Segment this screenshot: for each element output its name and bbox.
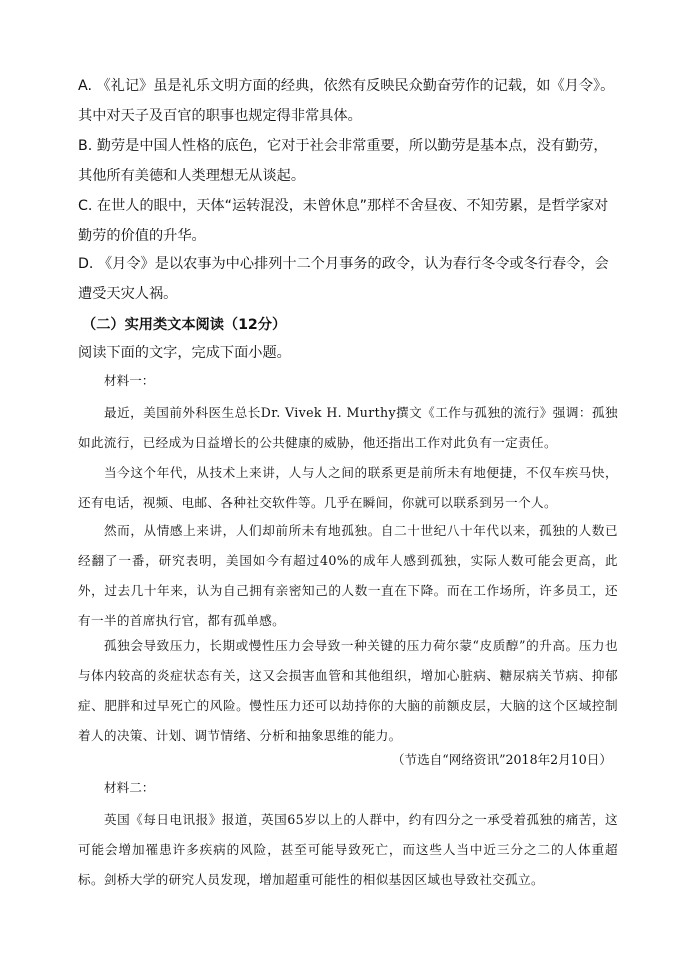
- material-1-paragraph: 最近，美国前外科医生总长Dr. Vivek H. Murthy撰文《工作与孤独的流行》强调：孤独如此流行，已经成为日益增长的公共健康的威胁，他还指出工作对此负有一定责任。: [78, 405, 618, 450]
- option-d[interactable]: D. 《月令》是以农事为中心排列十二个月事务的政令，认为春行冬令或冬行春令，会遭受天灾人祸。: [78, 256, 609, 302]
- material-1-label: 材料一：: [104, 373, 155, 388]
- material-1-source: （节选自“网络资讯”2018年2月10日）: [391, 752, 612, 767]
- option-c[interactable]: C. 在世人的眼中，天体“运转混没，未曾休息”那样不舍昼夜、不知劳累，是哲学家对勤劳的价值的升华。: [78, 198, 609, 244]
- material-1-paragraph: 当今这个年代，从技术上来讲，人与人之间的联系更是前所未有地便捷，不仅车疾马快，还有电话，视频、电邮、各种社交软件等。几乎在瞬间，你就可以联系到另一个人。: [78, 465, 618, 510]
- section-heading: （二）实用类文本阅读（12分）: [82, 317, 287, 333]
- material-1-paragraph: 孤独会导致压力，长期或慢性压力会导致一种关键的压力荷尔蒙“皮质醇”的升高。压力也与体内较高的炎症状态有关，这又会损害血管和其他组织，增加心脏病、糖尿病关节病、抑郁症、肥胖和过早死亡的风险。慢性压力还可以劫持你的大脑的前额皮层，大脑的这个区域控制着人的决策、计划、调节情绪、分析和抽象思维的能力。: [78, 638, 618, 743]
- instruction-text: 阅读下面的文字，完成下面小题。: [78, 345, 291, 361]
- option-a[interactable]: A. 《礼记》虽是礼乐文明方面的经典，依然有反映民众勤奋劳作的记载，如《月令》。其中对天子及百官的职事也规定得非常具体。: [78, 78, 615, 124]
- option-b[interactable]: B. 勤劳是中国人性格的底色，它对于社会非常重要，所以勤劳是基本点，没有勤劳，其他所有美德和人类理想无从谈起。: [78, 138, 608, 184]
- material-2-label: 材料二：: [104, 780, 155, 795]
- material-2-paragraph: 英国《每日电讯报》报道，英国65岁以上的人群中，约有四分之一承受着孤独的痛苦，这可能会增加罹患许多疾病的风险，甚至可能导致死亡，而这些人当中近三分之二的人体重超标。剑桥大学的研究人员发现，增加超重可能性的相似基因区域也导致社交孤立。: [78, 812, 618, 887]
- material-1-paragraph: 然而，从情感上来讲，人们却前所未有地孤独。自二十世纪八十年代以来，孤独的人数已经翻了一番，研究表明，美国如今有超过40%的成年人感到孤独，实际人数可能会更高，此外，过去几十年来，认为自己拥有亲密知己的人数一直在下降。而在工作场所，许多员工，还有一半的首席执行官，都有孤单感。: [78, 523, 618, 628]
